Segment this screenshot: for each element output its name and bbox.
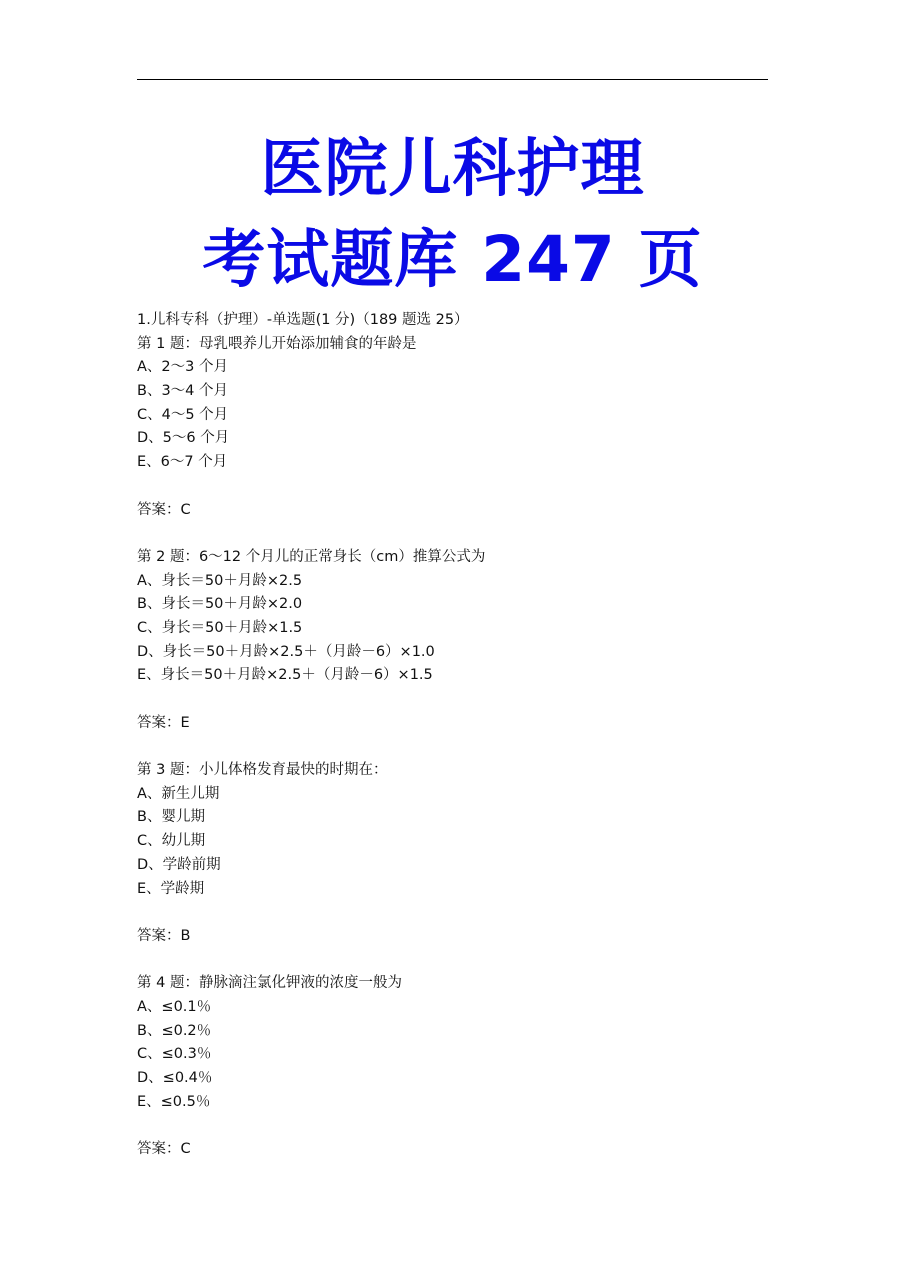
answer-text: 答案：E [137,714,190,731]
option-b: B、≤0.2％ [137,1022,212,1039]
option-a: A、≤0.1％ [137,998,212,1015]
document-title-line-1: 医院儿科护理 [260,132,645,205]
answer-text: 答案：C [137,1141,191,1158]
option-c: C、幼儿期 [137,833,206,850]
question-text: 第 3 题：小儿体格发育最快的时期在： [137,762,388,779]
option-e: E、6～7 个月 [137,454,228,471]
answer-text: 答案：B [137,927,191,944]
option-d: D、身长＝50＋月龄×2.5＋（月龄－6）×1.0 [137,643,435,660]
question-text: 第 4 题：静脉滴注氯化钾液的浓度一般为 [137,975,402,992]
option-e: E、身长＝50＋月龄×2.5＋（月龄－6）×1.5 [137,667,433,684]
question-text: 第 2 题：6～12 个月儿的正常身长（cm）推算公式为 [137,548,486,565]
spacer [137,522,777,546]
section-header: 1.儿科专科（护理）-单选题(1 分)（189 题选 25） [137,312,469,328]
option-a: A、2～3 个月 [137,359,228,376]
spacer [137,735,777,759]
option-b: B、身长＝50＋月龄×2.0 [137,596,303,613]
spacer [137,949,777,973]
question-list [137,309,777,1162]
header-rule [137,79,768,80]
spacer [137,1114,777,1138]
answer-text: 答案：C [137,501,191,518]
question-text: 第 1 题：母乳喂养儿开始添加辅食的年龄是 [137,335,417,352]
option-a: A、新生儿期 [137,785,220,802]
option-a: A、身长＝50＋月龄×2.5 [137,572,303,589]
option-e: E、学龄期 [137,880,205,897]
document-title-line-2: 考试题库 247 页 [202,223,703,296]
spacer [137,688,777,712]
option-c: C、身长＝50＋月龄×1.5 [137,619,303,636]
option-d: D、≤0.4％ [137,1070,213,1086]
option-d: D、学龄前期 [137,856,221,873]
option-d: D、5～6 个月 [137,430,230,447]
option-b: B、婴儿期 [137,809,205,826]
spacer [137,901,777,925]
option-c: C、≤0.3％ [137,1046,212,1063]
option-b: B、3～4 个月 [137,383,229,400]
option-e: E、≤0.5％ [137,1093,211,1110]
option-c: C、4～5 个月 [137,406,229,423]
spacer [137,475,777,499]
